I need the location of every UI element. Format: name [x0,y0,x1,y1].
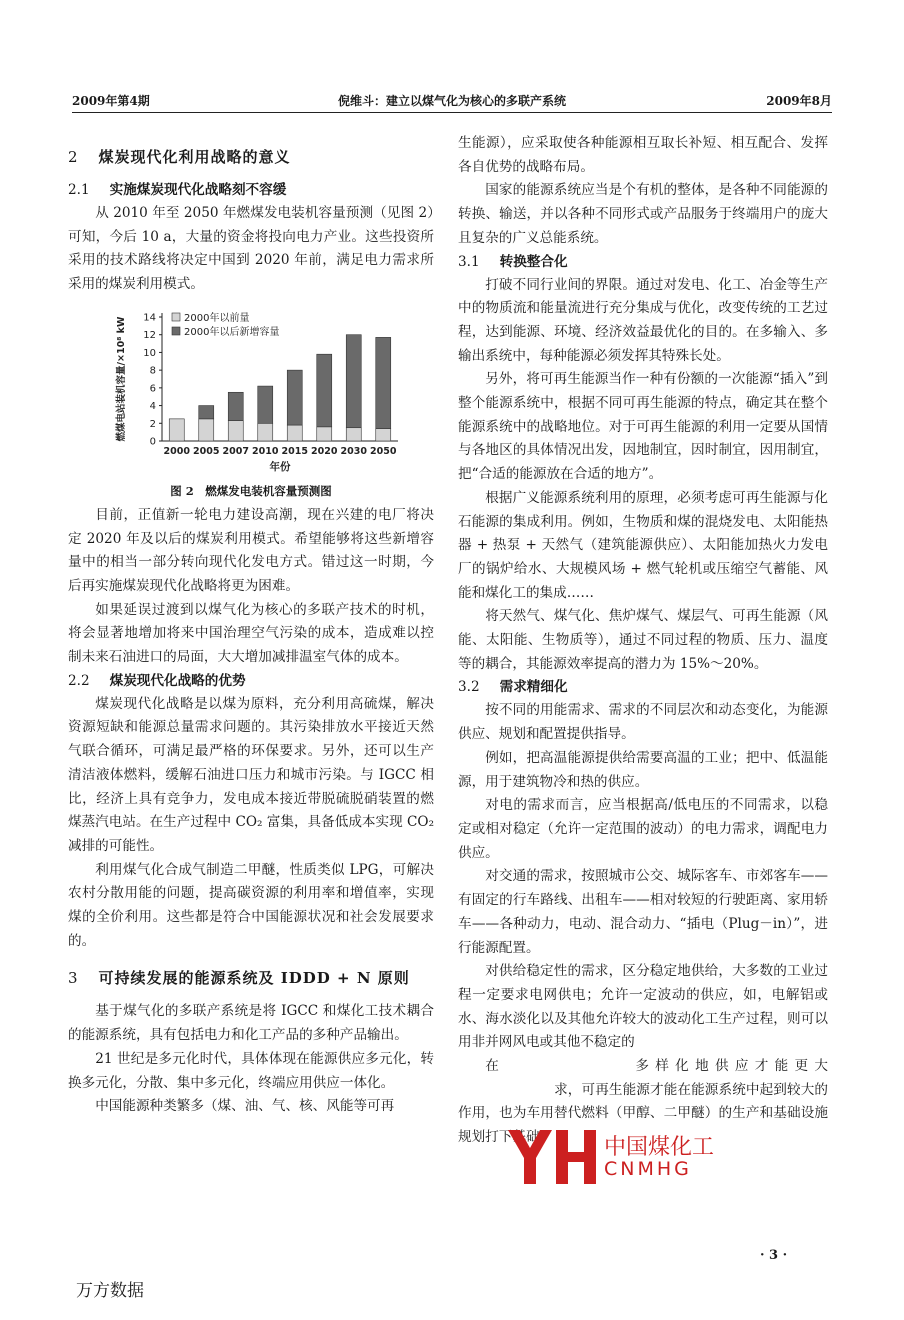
section-2-1-heading: 2.1 实施煤炭现代化战略刻不容缓 [68,182,287,198]
bar-segment-post-2000 [346,335,361,428]
legend-label: 2000年以后新增容量 [184,326,280,338]
x-tick-label: 2000 [163,445,190,457]
section-3-2-heading: 3.2 需求精细化 [458,679,568,696]
bar-segment-post-2000 [287,370,302,425]
bar-segment-pre-2000 [376,428,391,440]
bar-segment-pre-2000 [169,419,184,441]
paragraph: 对交通的需求，按照城市公交、城际客车、市郊客车——有固定的行车路线、出租车——相对较短的行驶距离、家用轿车——各种动力，电动、混合动力、“插电（Plug－in）”，进行能源配置。 [458,868,828,956]
bar-segment-pre-2000 [199,419,214,441]
paragraph: 例如，把高温能源提供给需要高温的工业；把中、低温能源，用于建筑物冷和热的供应。 [458,749,828,790]
paragraph: 另外，将可再生能源当作一种有份额的一次能源“插入”到整个能源系统中，根据不同可再生能源的特点，确定其在整个能源系统中的战略地位。对于可再生能源的利用一定要从国情与各地区的具体情况出发，因地制宜，因时制宜，因用制宜，把“合适的能源放在合适的地方”。 [458,371,828,483]
paragraph: 目前，正值新一轮电力建设高潮，现在兴建的电厂将决定 2020 年及以后的煤炭利用模式。希望能够将这些新增容量中的相当一部分转向现代化发电方式。错过这一时期，今后再实施煤炭现代化战略将更为困难。 [68,506,434,594]
section-2-heading: 2 煤炭现代化利用战略的意义 [68,148,291,166]
running-header [72,92,832,114]
paragraph: 在 多样化地供应才能更大求，可再生能源才能在能源系统中起到较大的作用，也为车用替代燃料（甲醇、二甲醚）的生产和基础设施规划打下基础。 [458,1058,829,1146]
paragraph: 从 2010 年至 2050 年燃煤发电装机容量预测（见图 2）可知，今后 10 a，大量的资金将投向电力产业。这些投资所采用的技术路线将决定中国到 2020 年前，满足电力需求所采用的煤炭利用模式。 [68,205,434,293]
x-tick-label: 2050 [370,445,397,457]
bar-segment-pre-2000 [287,425,302,441]
section-3-1-heading: 3.1 转换整合化 [458,253,568,270]
y-tick-label: 14 [143,312,156,324]
section-2-2-heading: 2.2 煤炭现代化战略的优势 [68,672,246,689]
article-running-title: 倪维斗：建立以煤气化为核心的多联产系统 [337,94,566,108]
bar-chart [110,303,410,478]
bar-segment-post-2000 [317,354,332,427]
paragraph: 煤炭现代化战略是以煤为原料，充分利用高硫煤，解决资源短缺和能源总量需求问题的。其污染排放水平接近天然气联合循环，可满足最严格的环保要求。另外，还可以生产清洁液体燃料，缓解石油进口压力和城市污染。与 IGCC 相比，经济上具有竞争力，发电成本接近带脱硫脱硝装置的燃煤蒸汽电站。在生产过程中 CO₂ 富集，具备低成本实现 CO₂ 减排的可能性。 [68,695,435,854]
issue-date: 2009年8月 [766,94,832,108]
watermark-logo [504,1126,714,1188]
left-column [68,132,434,1119]
paragraph: 打破不同行业间的界限。通过对发电、化工、冶金等生产中的物质流和能量流进行充分集成与优化，改变传统的工艺过程，达到能源、环境、经济效益最优化的目的。在多输入、多输出系统中，每种能源必须发挥其特殊长处。 [458,276,828,364]
paragraph: 中国能源种类繁多（煤、油、气、核、风能等可再 [95,1098,395,1115]
y-tick-label: 0 [149,436,156,448]
x-tick-label: 2030 [340,445,367,457]
y-tick-label: 2 [149,418,156,430]
legend-label: 2000年以前量 [184,312,250,324]
paragraph: 基于煤气化的多联产系统是将 IGCC 和煤化工技术耦合的能源系统，具有包括电力和化工产品的多种产品输出。 [68,1003,434,1044]
paragraph: 按不同的用能需求、需求的不同层次和动态变化，为能源供应、规划和配置提供指导。 [458,702,828,743]
bar-segment-pre-2000 [228,420,243,440]
header-rule [72,112,832,113]
y-tick-label: 10 [143,347,156,359]
bar-segment-pre-2000 [258,423,273,441]
bar-segment-post-2000 [258,386,273,423]
x-tick-label: 2005 [193,445,220,457]
y-tick-label: 8 [149,365,156,377]
footer-source: 万方数据 [76,1281,144,1301]
watermark-en: CNMHG [604,1158,692,1180]
paragraph: 如果延误过渡到以煤气化为核心的多联产技术的时机，将会显著地增加将来中国治理空气污染的成本，造成难以控制未来石油进口的局面，大大增加减排温室气体的成本。 [68,601,434,666]
paragraph: 对供给稳定性的需求，区分稳定地供给，大多数的工业过程一定要求电网供电；允许一定波动的供应，如，电解铝或水、海水淡化以及其他允许较大的波动化工生产过程，则可以用非并网风电或其他不稳定的 [458,963,828,1051]
page-number: · 3 · [760,1248,788,1263]
x-axis-title: 年份 [269,460,291,473]
x-tick-label: 2015 [281,445,308,457]
x-tick-label: 2010 [252,445,279,457]
legend-swatch [172,313,180,321]
x-tick-label: 2020 [311,445,338,457]
paragraph: 生能源），应采取使各种能源相互取长补短、相互配合、发挥各自优势的战略布局。 [458,135,828,175]
journal-issue: 2009年第4期 [72,94,150,108]
figure-2 [110,303,410,478]
y-tick-label: 6 [149,383,156,395]
logo-mark-icon [504,1126,600,1188]
bar-segment-post-2000 [376,337,391,428]
bar-segment-pre-2000 [317,427,332,441]
paragraph: 对电的需求而言，应当根据高/低电压的不同需求，以稳定或相对稳定（允许一定范围的波动）的电力需求，调配电力供应。 [458,797,828,861]
bar-segment-post-2000 [228,392,243,420]
bar-segment-post-2000 [199,405,214,418]
paragraph: 利用煤气化合成气制造二甲醚，性质类似 LPG，可解决农村分散用能的问题，提高碳资源的利用率和增值率，实现煤的全价利用。这些都是符合中国能源状况和社会发展要求的。 [68,861,434,949]
figure-caption: 图 2 燃煤发电装机容量预测图 [170,483,332,498]
section-3-heading: 3 可持续发展的能源系统及 IDDD + N 原则 [68,969,410,988]
bar-segment-pre-2000 [346,428,361,441]
paragraph: 21 世纪是多元化时代，具体体现在能源供应多元化，转换多元化，分散、集中多元化，终端应用供应一体化。 [68,1050,434,1091]
x-tick-label: 2007 [222,445,249,457]
watermark-cn: 中国煤化工 [604,1135,715,1160]
y-tick-label: 12 [143,330,156,342]
y-tick-label: 4 [149,400,156,412]
legend-swatch [172,327,180,335]
paragraph: 根据广义能源系统利用的原理，必须考虑可再生能源与化石能源的集成利用。例如，生物质和煤的混烧发电、太阳能热器 + 热泵 + 天然气（建筑能源供应）、太阳能加热火力发电厂的锅炉给水、大规模风场 + 燃气轮机或压缩空气蓄能、风能和煤化工的集成…… [458,489,828,601]
paragraph: 国家的能源系统应当是个有机的整体，是各种不同能源的转换、输送，并以各种不同形式或产品服务于终端用户的庞大且复杂的广义总能系统。 [458,182,828,246]
y-axis-title: 燃煤电站装机容量/×10⁸ kW [116,316,127,442]
paragraph: 将天然气、煤气化、焦炉煤气、煤层气、可再生能源（风能、太阳能、生物质等），通过不同过程的物质、压力、温度等的耦合，其能源效率提高的潜力为 15%～20%。 [458,608,828,672]
right-column [458,132,828,1150]
